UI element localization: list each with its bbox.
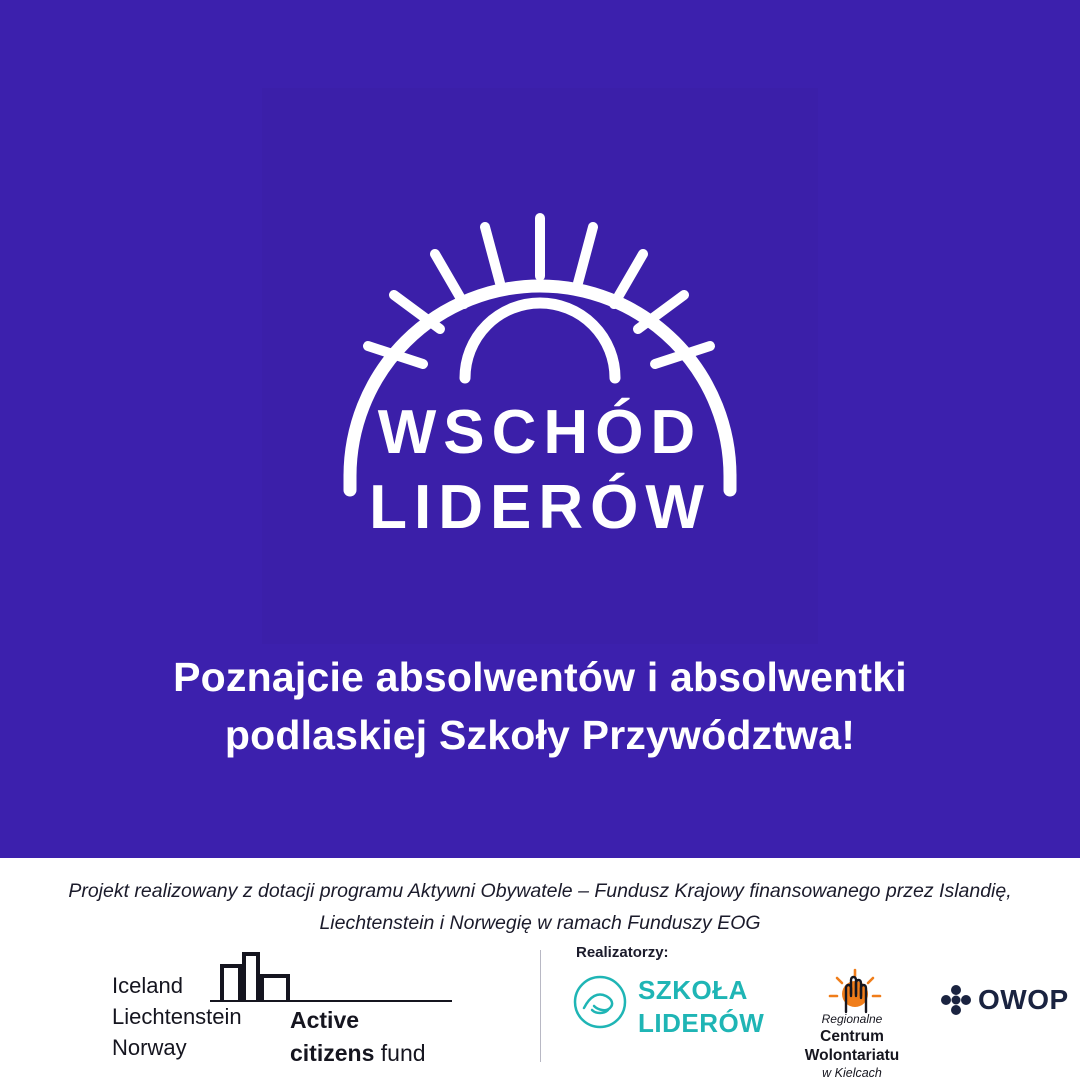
rcw-line-1: Regionalne — [821, 1012, 883, 1026]
acf-country-iceland: Iceland — [112, 973, 183, 998]
szkola-liderow-wordmark — [638, 974, 764, 1041]
logo-text-line2: LIDERÓW — [369, 473, 711, 542]
rcw-line-2: Centrum Wolontariatu — [804, 1028, 900, 1065]
szkola-liderow-line-1: SZKOŁA — [638, 975, 748, 1005]
szkola-liderow-line-2: LIDERÓW — [638, 1008, 765, 1039]
headline — [60, 648, 1020, 764]
acf-country-norway: Norway — [112, 1035, 187, 1061]
acf-bars-icon — [210, 952, 302, 1007]
disclaimer-line-1: Projekt realizowany z dotacji programu Aktywni Obywatele – Fundusz Krajowy finansowanego przez Islandię, — [68, 880, 1012, 902]
rcw-wordmark — [782, 1012, 922, 1080]
funding-disclaimer — [30, 876, 1050, 939]
logo-panel — [262, 88, 818, 644]
acf-word-citizens: citizens — [290, 1039, 375, 1066]
acf-wordmark — [290, 1004, 426, 1069]
acf-word-fund: fund — [380, 1039, 426, 1066]
szkola-liderow-logo — [572, 968, 767, 1044]
rcw-sun-hand-icon — [820, 954, 890, 1019]
regionalne-centrum-wolontariatu-logo — [782, 954, 922, 1080]
acf-divider — [210, 1000, 452, 1002]
headline-line-2: podlaskiej Szkoły Przywództwa! — [224, 712, 856, 759]
owop-mark-icon — [938, 982, 974, 1023]
disclaimer-line-2: Liechtenstein i Norwegię w ramach Funduszy EOG — [319, 911, 761, 934]
rcw-line-3: w Kielcach — [822, 1065, 882, 1080]
headline-line-1: Poznajcie absolwentów i absolwentki — [173, 654, 907, 700]
logos-row — [0, 944, 1080, 1080]
footer-divider — [540, 950, 541, 1062]
szkola-liderow-mark-icon — [572, 974, 628, 1035]
acf-word-active: Active — [290, 1007, 360, 1033]
logo-text-line1: WSCHÓD — [377, 398, 703, 467]
realizatorzy-label: Realizatorzy: — [576, 944, 669, 961]
owop-wordmark: OWOP — [978, 984, 1069, 1015]
active-citizens-fund-logo — [112, 952, 452, 1072]
wschod-liderow-logo — [262, 88, 818, 644]
owop-logo — [938, 982, 1070, 1026]
footer-band — [0, 858, 1080, 1080]
acf-country-liechtenstein: Liechtenstein — [112, 1004, 242, 1030]
